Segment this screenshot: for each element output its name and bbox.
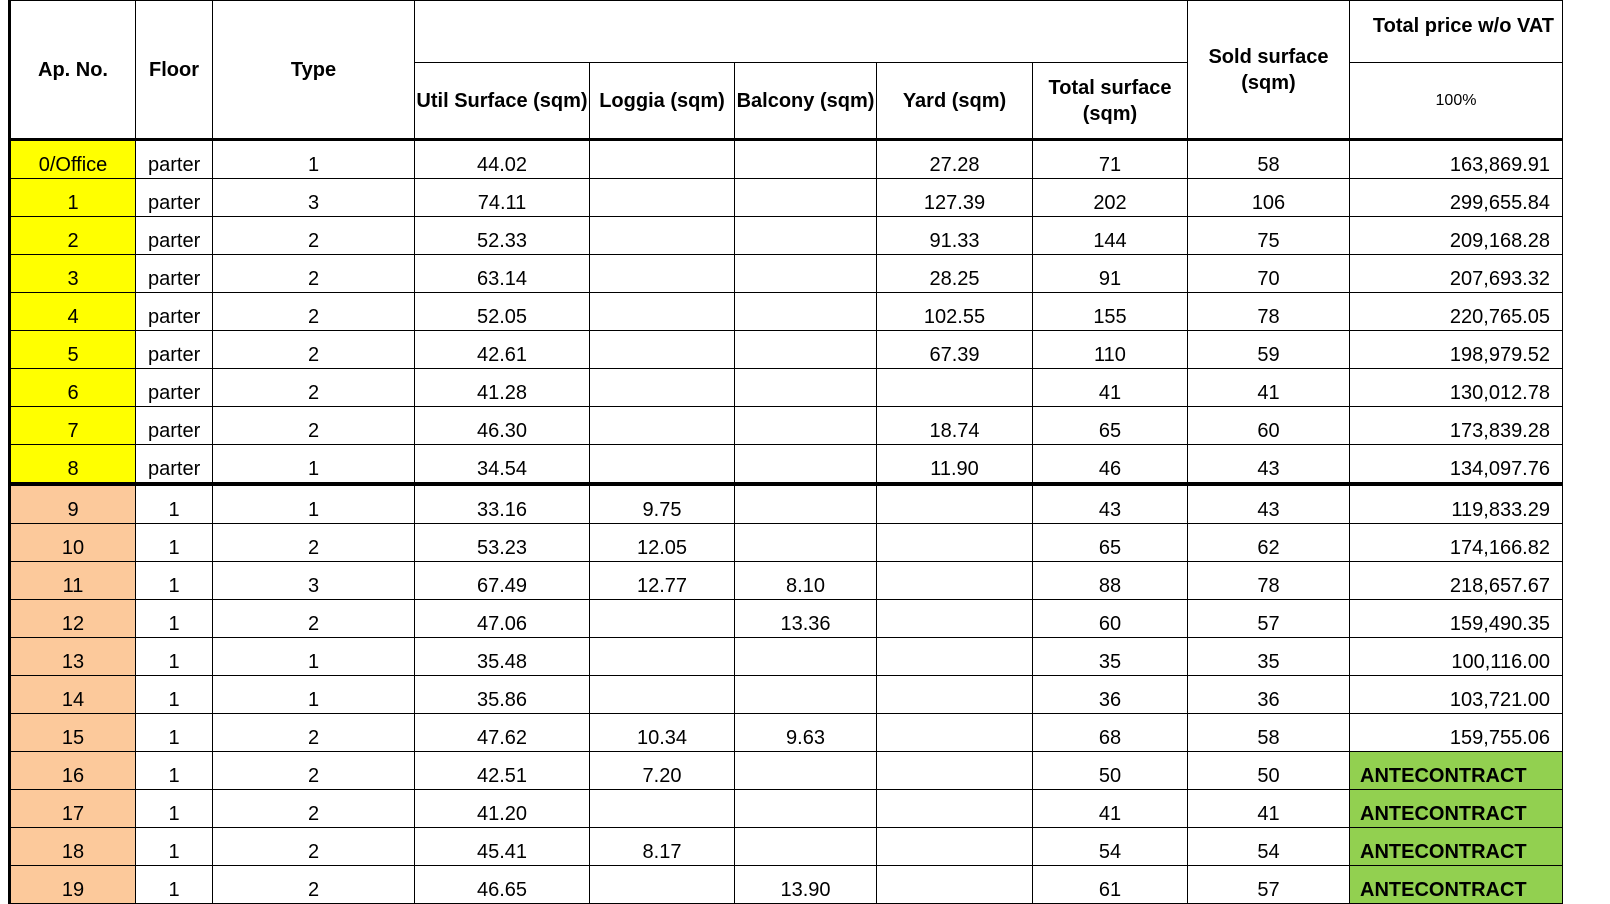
cell-floor[interactable]: parter bbox=[136, 293, 213, 331]
cell-total-price[interactable]: 220,765.05 bbox=[1350, 293, 1563, 331]
cell-total-price[interactable]: 173,839.28 bbox=[1350, 407, 1563, 445]
cell-floor[interactable]: parter bbox=[136, 255, 213, 293]
cell-floor[interactable]: parter bbox=[136, 179, 213, 217]
cell-util-surface[interactable]: 45.41 bbox=[415, 828, 590, 866]
cell-ap-no[interactable]: 18 bbox=[10, 828, 136, 866]
cell-ap-no[interactable]: 14 bbox=[10, 676, 136, 714]
cell-type[interactable]: 1 bbox=[213, 445, 415, 485]
cell-yard[interactable] bbox=[877, 638, 1033, 676]
table-body bbox=[10, 140, 1563, 904]
cell-yard[interactable] bbox=[877, 369, 1033, 407]
cell-sold-surface[interactable]: 58 bbox=[1188, 140, 1350, 179]
cell-yard[interactable] bbox=[877, 562, 1033, 600]
cell-ap-no[interactable]: 6 bbox=[10, 369, 136, 407]
cell-total-price[interactable]: 100,116.00 bbox=[1350, 638, 1563, 676]
table-row[interactable] bbox=[10, 638, 1563, 676]
cell-floor[interactable]: parter bbox=[136, 369, 213, 407]
cell-type[interactable]: 2 bbox=[213, 866, 415, 904]
cell-yard[interactable] bbox=[877, 600, 1033, 638]
cell-balcony[interactable] bbox=[735, 445, 877, 485]
cell-balcony[interactable] bbox=[735, 407, 877, 445]
cell-total-surface[interactable]: 71 bbox=[1033, 140, 1188, 179]
cell-total-price[interactable]: 159,490.35 bbox=[1350, 600, 1563, 638]
cell-yard[interactable]: 28.25 bbox=[877, 255, 1033, 293]
cell-type[interactable]: 2 bbox=[213, 217, 415, 255]
status-badge-antecontract[interactable]: ANTECONTRACT bbox=[1350, 752, 1563, 790]
cell-balcony[interactable] bbox=[735, 790, 877, 828]
cell-floor[interactable]: parter bbox=[136, 217, 213, 255]
cell-sold-surface[interactable]: 50 bbox=[1188, 752, 1350, 790]
cell-util-surface[interactable]: 47.06 bbox=[415, 600, 590, 638]
cell-floor[interactable]: 1 bbox=[136, 828, 213, 866]
table-row[interactable] bbox=[10, 140, 1563, 179]
table-row[interactable] bbox=[10, 331, 1563, 369]
cell-sold-surface[interactable]: 41 bbox=[1188, 369, 1350, 407]
cell-loggia[interactable] bbox=[590, 638, 735, 676]
cell-floor[interactable]: 1 bbox=[136, 484, 213, 524]
cell-total-price[interactable]: 134,097.76 bbox=[1350, 445, 1563, 485]
cell-total-surface[interactable]: 41 bbox=[1033, 369, 1188, 407]
cell-balcony[interactable]: 8.10 bbox=[735, 562, 877, 600]
cell-total-surface[interactable]: 65 bbox=[1033, 407, 1188, 445]
cell-util-surface[interactable]: 41.20 bbox=[415, 790, 590, 828]
cell-total-surface[interactable]: 91 bbox=[1033, 255, 1188, 293]
table-row[interactable] bbox=[10, 179, 1563, 217]
cell-balcony[interactable] bbox=[735, 217, 877, 255]
cell-total-price[interactable]: 207,693.32 bbox=[1350, 255, 1563, 293]
cell-total-price[interactable]: 198,979.52 bbox=[1350, 331, 1563, 369]
cell-loggia[interactable] bbox=[590, 866, 735, 904]
cell-loggia[interactable] bbox=[590, 790, 735, 828]
header-util-surface[interactable]: Util Surface (sqm) bbox=[415, 63, 590, 140]
cell-total-price[interactable]: 174,166.82 bbox=[1350, 524, 1563, 562]
cell-ap-no[interactable]: 12 bbox=[10, 600, 136, 638]
cell-yard[interactable]: 91.33 bbox=[877, 217, 1033, 255]
cell-sold-surface[interactable]: 62 bbox=[1188, 524, 1350, 562]
table-row[interactable] bbox=[10, 714, 1563, 752]
table-row[interactable] bbox=[10, 828, 1563, 866]
header-percent: 100% bbox=[1350, 63, 1563, 140]
cell-balcony[interactable] bbox=[735, 524, 877, 562]
cell-total-price[interactable]: 209,168.28 bbox=[1350, 217, 1563, 255]
cell-yard[interactable]: 27.28 bbox=[877, 140, 1033, 179]
cell-ap-no[interactable]: 0/Office bbox=[10, 140, 136, 179]
cell-floor[interactable]: 1 bbox=[136, 600, 213, 638]
cell-sold-surface[interactable]: 43 bbox=[1188, 445, 1350, 485]
cell-balcony[interactable] bbox=[735, 179, 877, 217]
cell-type[interactable]: 1 bbox=[213, 638, 415, 676]
cell-ap-no[interactable]: 4 bbox=[10, 293, 136, 331]
cell-balcony[interactable] bbox=[735, 828, 877, 866]
cell-total-surface[interactable]: 68 bbox=[1033, 714, 1188, 752]
cell-util-surface[interactable]: 53.23 bbox=[415, 524, 590, 562]
cell-ap-no[interactable]: 11 bbox=[10, 562, 136, 600]
cell-loggia[interactable] bbox=[590, 600, 735, 638]
cell-loggia[interactable]: 9.75 bbox=[590, 484, 735, 524]
cell-sold-surface[interactable]: 41 bbox=[1188, 790, 1350, 828]
table-row[interactable] bbox=[10, 752, 1563, 790]
cell-util-surface[interactable]: 46.65 bbox=[415, 866, 590, 904]
cell-type[interactable]: 2 bbox=[213, 331, 415, 369]
cell-ap-no[interactable]: 3 bbox=[10, 255, 136, 293]
cell-total-surface[interactable]: 43 bbox=[1033, 484, 1188, 524]
table-header bbox=[10, 1, 1563, 140]
table-row[interactable] bbox=[10, 293, 1563, 331]
cell-loggia[interactable] bbox=[590, 217, 735, 255]
cell-ap-no[interactable]: 7 bbox=[10, 407, 136, 445]
cell-loggia[interactable] bbox=[590, 407, 735, 445]
cell-total-price[interactable]: 159,755.06 bbox=[1350, 714, 1563, 752]
cell-type[interactable]: 2 bbox=[213, 714, 415, 752]
cell-util-surface[interactable]: 52.33 bbox=[415, 217, 590, 255]
cell-total-surface[interactable]: 61 bbox=[1033, 866, 1188, 904]
cell-balcony[interactable] bbox=[735, 484, 877, 524]
cell-sold-surface[interactable]: 54 bbox=[1188, 828, 1350, 866]
cell-sold-surface[interactable]: 78 bbox=[1188, 562, 1350, 600]
cell-util-surface[interactable]: 46.30 bbox=[415, 407, 590, 445]
cell-total-price[interactable]: 163,869.91 bbox=[1350, 140, 1563, 179]
cell-floor[interactable]: 1 bbox=[136, 524, 213, 562]
cell-balcony[interactable] bbox=[735, 331, 877, 369]
cell-total-price[interactable]: 130,012.78 bbox=[1350, 369, 1563, 407]
cell-yard[interactable]: 102.55 bbox=[877, 293, 1033, 331]
cell-yard[interactable] bbox=[877, 866, 1033, 904]
cell-floor[interactable]: 1 bbox=[136, 752, 213, 790]
cell-yard[interactable]: 11.90 bbox=[877, 445, 1033, 485]
cell-floor[interactable]: 1 bbox=[136, 714, 213, 752]
table-row[interactable] bbox=[10, 866, 1563, 904]
cell-ap-no[interactable]: 16 bbox=[10, 752, 136, 790]
cell-sold-surface[interactable]: 43 bbox=[1188, 484, 1350, 524]
cell-ap-no[interactable]: 19 bbox=[10, 866, 136, 904]
table-row[interactable] bbox=[10, 790, 1563, 828]
cell-type[interactable]: 2 bbox=[213, 255, 415, 293]
cell-total-price[interactable]: 103,721.00 bbox=[1350, 676, 1563, 714]
cell-type[interactable]: 1 bbox=[213, 140, 415, 179]
header-floor[interactable]: Floor bbox=[136, 1, 213, 140]
cell-ap-no[interactable]: 10 bbox=[10, 524, 136, 562]
cell-sold-surface[interactable]: 75 bbox=[1188, 217, 1350, 255]
cell-type[interactable]: 3 bbox=[213, 562, 415, 600]
cell-loggia[interactable] bbox=[590, 445, 735, 485]
cell-sold-surface[interactable]: 35 bbox=[1188, 638, 1350, 676]
cell-yard[interactable] bbox=[877, 524, 1033, 562]
cell-type[interactable]: 1 bbox=[213, 676, 415, 714]
cell-total-surface[interactable]: 54 bbox=[1033, 828, 1188, 866]
cell-total-surface[interactable]: 202 bbox=[1033, 179, 1188, 217]
cell-sold-surface[interactable]: 78 bbox=[1188, 293, 1350, 331]
cell-util-surface[interactable]: 35.48 bbox=[415, 638, 590, 676]
cell-util-surface[interactable]: 35.86 bbox=[415, 676, 590, 714]
cell-total-surface[interactable]: 60 bbox=[1033, 600, 1188, 638]
header-sold-surface[interactable]: Sold surface (sqm) bbox=[1188, 1, 1350, 140]
cell-type[interactable]: 2 bbox=[213, 828, 415, 866]
cell-ap-no[interactable]: 17 bbox=[10, 790, 136, 828]
cell-total-surface[interactable]: 46 bbox=[1033, 445, 1188, 485]
cell-type[interactable]: 2 bbox=[213, 524, 415, 562]
cell-balcony[interactable] bbox=[735, 369, 877, 407]
cell-loggia[interactable] bbox=[590, 255, 735, 293]
cell-loggia[interactable] bbox=[590, 369, 735, 407]
cell-util-surface[interactable]: 33.16 bbox=[415, 484, 590, 524]
cell-floor[interactable]: 1 bbox=[136, 676, 213, 714]
cell-ap-no[interactable]: 13 bbox=[10, 638, 136, 676]
table-row[interactable] bbox=[10, 445, 1563, 485]
status-badge-antecontract[interactable]: ANTECONTRACT bbox=[1350, 828, 1563, 866]
cell-total-price[interactable]: 218,657.67 bbox=[1350, 562, 1563, 600]
cell-ap-no[interactable]: 5 bbox=[10, 331, 136, 369]
cell-util-surface[interactable]: 34.54 bbox=[415, 445, 590, 485]
cell-ap-no[interactable]: 8 bbox=[10, 445, 136, 485]
table-row[interactable] bbox=[10, 369, 1563, 407]
cell-total-price[interactable]: 299,655.84 bbox=[1350, 179, 1563, 217]
cell-loggia[interactable]: 8.17 bbox=[590, 828, 735, 866]
cell-balcony[interactable] bbox=[735, 676, 877, 714]
table-row[interactable] bbox=[10, 676, 1563, 714]
cell-floor[interactable]: 1 bbox=[136, 866, 213, 904]
status-badge-antecontract[interactable]: ANTECONTRACT bbox=[1350, 866, 1563, 904]
cell-yard[interactable]: 67.39 bbox=[877, 331, 1033, 369]
cell-total-surface[interactable]: 110 bbox=[1033, 331, 1188, 369]
header-surface-group bbox=[415, 1, 1188, 63]
cell-loggia[interactable]: 12.77 bbox=[590, 562, 735, 600]
cell-type[interactable]: 2 bbox=[213, 790, 415, 828]
table-row[interactable] bbox=[10, 484, 1563, 524]
cell-loggia[interactable]: 12.05 bbox=[590, 524, 735, 562]
cell-type[interactable]: 2 bbox=[213, 369, 415, 407]
cell-floor[interactable]: parter bbox=[136, 140, 213, 179]
cell-sold-surface[interactable]: 57 bbox=[1188, 600, 1350, 638]
cell-total-price[interactable]: 119,833.29 bbox=[1350, 484, 1563, 524]
cell-total-surface[interactable]: 36 bbox=[1033, 676, 1188, 714]
cell-type[interactable]: 1 bbox=[213, 484, 415, 524]
cell-total-surface[interactable]: 50 bbox=[1033, 752, 1188, 790]
cell-type[interactable]: 2 bbox=[213, 407, 415, 445]
cell-floor[interactable]: 1 bbox=[136, 790, 213, 828]
header-total-surface[interactable]: Total surface (sqm) bbox=[1033, 63, 1188, 140]
cell-balcony[interactable]: 13.36 bbox=[735, 600, 877, 638]
cell-loggia[interactable]: 10.34 bbox=[590, 714, 735, 752]
cell-util-surface[interactable]: 63.14 bbox=[415, 255, 590, 293]
header-total-price[interactable]: Total price w/o VAT bbox=[1350, 1, 1563, 63]
cell-sold-surface[interactable]: 106 bbox=[1188, 179, 1350, 217]
cell-balcony[interactable] bbox=[735, 752, 877, 790]
cell-util-surface[interactable]: 52.05 bbox=[415, 293, 590, 331]
cell-total-surface[interactable]: 35 bbox=[1033, 638, 1188, 676]
header-balcony[interactable]: Balcony (sqm) bbox=[735, 63, 877, 140]
cell-util-surface[interactable]: 41.28 bbox=[415, 369, 590, 407]
cell-ap-no[interactable]: 15 bbox=[10, 714, 136, 752]
cell-type[interactable]: 2 bbox=[213, 600, 415, 638]
table-row[interactable] bbox=[10, 217, 1563, 255]
cell-ap-no[interactable]: 2 bbox=[10, 217, 136, 255]
cell-ap-no[interactable]: 9 bbox=[10, 484, 136, 524]
cell-balcony[interactable]: 9.63 bbox=[735, 714, 877, 752]
cell-type[interactable]: 3 bbox=[213, 179, 415, 217]
cell-floor[interactable]: 1 bbox=[136, 638, 213, 676]
cell-yard[interactable] bbox=[877, 790, 1033, 828]
cell-ap-no[interactable]: 1 bbox=[10, 179, 136, 217]
cell-yard[interactable] bbox=[877, 676, 1033, 714]
cell-floor[interactable]: 1 bbox=[136, 562, 213, 600]
table-row[interactable] bbox=[10, 407, 1563, 445]
cell-floor[interactable]: parter bbox=[136, 445, 213, 485]
table-row[interactable] bbox=[10, 524, 1563, 562]
cell-total-surface[interactable]: 65 bbox=[1033, 524, 1188, 562]
cell-balcony[interactable] bbox=[735, 638, 877, 676]
apartment-price-sheet bbox=[8, 0, 1563, 904]
cell-util-surface[interactable]: 47.62 bbox=[415, 714, 590, 752]
cell-sold-surface[interactable]: 70 bbox=[1188, 255, 1350, 293]
cell-loggia[interactable] bbox=[590, 179, 735, 217]
cell-floor[interactable]: parter bbox=[136, 331, 213, 369]
cell-sold-surface[interactable]: 59 bbox=[1188, 331, 1350, 369]
cell-total-surface[interactable]: 88 bbox=[1033, 562, 1188, 600]
cell-balcony[interactable] bbox=[735, 293, 877, 331]
table-row[interactable] bbox=[10, 255, 1563, 293]
header-ap-no[interactable]: Ap. No. bbox=[10, 1, 136, 140]
header-type[interactable]: Type bbox=[213, 1, 415, 140]
apartment-table bbox=[8, 0, 1563, 904]
header-yard[interactable]: Yard (sqm) bbox=[877, 63, 1033, 140]
cell-sold-surface[interactable]: 36 bbox=[1188, 676, 1350, 714]
cell-sold-surface[interactable]: 58 bbox=[1188, 714, 1350, 752]
cell-util-surface[interactable]: 44.02 bbox=[415, 140, 590, 179]
cell-loggia[interactable]: 7.20 bbox=[590, 752, 735, 790]
cell-yard[interactable]: 127.39 bbox=[877, 179, 1033, 217]
cell-yard[interactable]: 18.74 bbox=[877, 407, 1033, 445]
cell-loggia[interactable] bbox=[590, 293, 735, 331]
table-row[interactable] bbox=[10, 600, 1563, 638]
cell-balcony[interactable]: 13.90 bbox=[735, 866, 877, 904]
cell-loggia[interactable] bbox=[590, 331, 735, 369]
cell-loggia[interactable] bbox=[590, 140, 735, 179]
cell-yard[interactable] bbox=[877, 484, 1033, 524]
header-loggia[interactable]: Loggia (sqm) bbox=[590, 63, 735, 140]
cell-total-surface[interactable]: 144 bbox=[1033, 217, 1188, 255]
cell-type[interactable]: 2 bbox=[213, 293, 415, 331]
table-row[interactable] bbox=[10, 562, 1563, 600]
cell-util-surface[interactable]: 67.49 bbox=[415, 562, 590, 600]
cell-total-surface[interactable]: 41 bbox=[1033, 790, 1188, 828]
cell-util-surface[interactable]: 42.61 bbox=[415, 331, 590, 369]
cell-yard[interactable] bbox=[877, 714, 1033, 752]
cell-type[interactable]: 2 bbox=[213, 752, 415, 790]
cell-sold-surface[interactable]: 57 bbox=[1188, 866, 1350, 904]
status-badge-antecontract[interactable]: ANTECONTRACT bbox=[1350, 790, 1563, 828]
cell-yard[interactable] bbox=[877, 752, 1033, 790]
cell-sold-surface[interactable]: 60 bbox=[1188, 407, 1350, 445]
cell-balcony[interactable] bbox=[735, 255, 877, 293]
cell-util-surface[interactable]: 42.51 bbox=[415, 752, 590, 790]
cell-util-surface[interactable]: 74.11 bbox=[415, 179, 590, 217]
cell-yard[interactable] bbox=[877, 828, 1033, 866]
cell-loggia[interactable] bbox=[590, 676, 735, 714]
cell-floor[interactable]: parter bbox=[136, 407, 213, 445]
cell-total-surface[interactable]: 155 bbox=[1033, 293, 1188, 331]
cell-balcony[interactable] bbox=[735, 140, 877, 179]
